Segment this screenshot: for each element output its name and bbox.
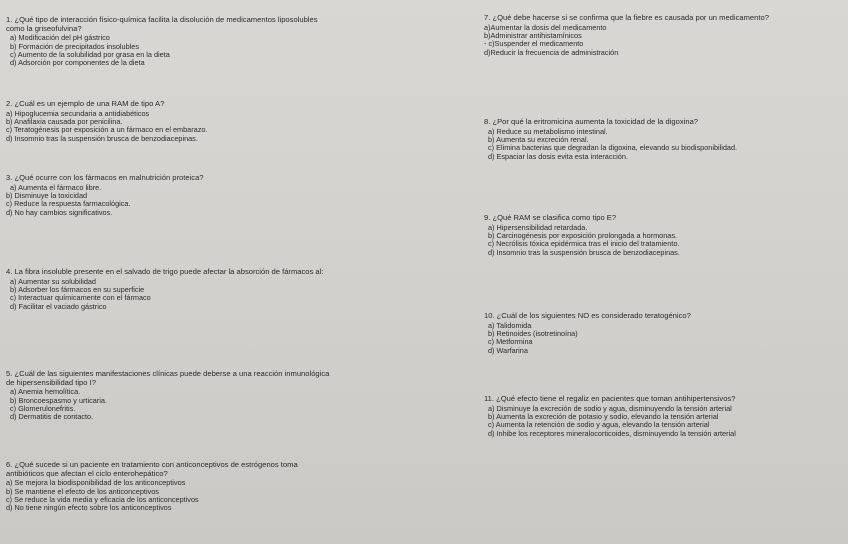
question-stem: 10. ¿Cuál de los siguientes NO es considerado teratogénico? — [484, 311, 691, 320]
answer-option: c) Reduce la respuesta farmacológica. — [6, 199, 131, 209]
question-stem: 8. ¿Por qué la eritromicina aumenta la toxicidad de la digoxina? — [484, 117, 699, 126]
answer-option: a) Disminuye la excreción de sodio y agua, disminuyendo la tensión arterial — [488, 403, 732, 413]
answer-option: b) Broncoespasmo y urticaria. — [10, 395, 107, 405]
answer-option: b) Se mantiene el efecto de los anticonceptivos — [6, 486, 159, 496]
question-4 — [6, 268, 336, 311]
question-stem: 11. ¿Qué efecto tiene el regaliz en pacientes que toman antihipertensivos? — [484, 394, 736, 403]
answer-option: b) Carcinogénesis por exposición prolongada a hormonas. — [488, 231, 678, 240]
question-5 — [6, 370, 336, 422]
answer-option: a) Aumentar su solubilidad — [10, 276, 96, 286]
answer-option: a) Modificación del pH gástrico — [10, 33, 110, 43]
answer-option: - c)Suspender el medicamento — [484, 39, 584, 49]
answer-option: d)Reducir la frecuencia de administración — [484, 47, 619, 57]
answer-option: c) Teratogénesis por exposición a un fármaco en el embarazo. — [6, 125, 208, 135]
question-7 — [484, 14, 829, 57]
answer-option: b) Disminuye la toxicidad — [6, 191, 88, 200]
answer-option: c) Necrólisis tóxica epidérmica tras el inicio del tratamiento. — [488, 239, 680, 249]
answer-option: b) Aumenta la excreción de potasio y sodio, elevando la tensión arterial — [488, 412, 719, 421]
answer-option: a) Talidomida — [488, 320, 532, 330]
answer-option: d) Dermatitis de contacto. — [10, 412, 94, 422]
answer-option: d) Inhibe los receptores mineralocorticoides, disminuyendo la tensión arterial — [488, 428, 736, 438]
answer-option: a) Aumenta el fármaco libre. — [10, 182, 102, 192]
question-stem: 6. ¿Qué sucede si un paciente en tratamiento con anticonceptivos de estrógenos toma antibióticos que afectan el ciclo enterohepático? — [6, 460, 298, 478]
answer-option: a)Aumentar la dosis del medicamento — [484, 22, 607, 32]
answer-option: c) Interactuar químicamente con el fármaco — [10, 293, 151, 303]
answer-option: c) Glomerulonefritis. — [10, 404, 76, 413]
answer-option: a) Reduce su metabolismo intestinal. — [488, 126, 608, 136]
question-stem: 1. ¿Qué tipo de interacción físico-química facilita la disolución de medicamentos liposolubles como la griseofulvina? — [6, 15, 318, 33]
question-9 — [484, 214, 829, 257]
answer-option: d) Espaciar las dosis evita esta interacción. — [488, 151, 628, 161]
answer-option: d) No tiene ningún efecto sobre los anticonceptivos — [6, 503, 172, 513]
answer-option: b) Retinoides (isotretinoína) — [488, 329, 578, 338]
question-stem: 2. ¿Cuál es un ejemplo de una RAM de tipo A? — [6, 99, 165, 108]
question-2 — [6, 100, 336, 143]
answer-option: a) Se mejora la biodisponibilidad de los anticonceptivos — [6, 478, 186, 488]
question-stem: 3. ¿Qué ocurre con los fármacos en malnutrición proteica? — [6, 173, 204, 182]
question-stem: 5. ¿Cuál de las siguientes manifestaciones clínicas puede deberse a una reacción inmunológica de hipersensibilidad tipo I? — [6, 369, 330, 387]
question-stem: 7. ¿Qué debe hacerse si se confirma que la fiebre es causada por un medicamento? — [484, 13, 769, 22]
answer-option: b) Aumenta su excreción renal. — [488, 135, 589, 144]
answer-option: d) Adsorción por componentes de la dieta — [10, 58, 145, 68]
answer-option: c) Metformina — [488, 337, 533, 347]
answer-option: d) Warfarina — [488, 345, 528, 355]
answer-option: c) Se reduce la vida media y eficacia de los anticonceptivos — [6, 495, 199, 504]
answer-option: d) Insomnio tras la suspensión brusca de benzodiacepinas. — [488, 247, 680, 257]
answer-option: c) Elimina bacterias que degradan la digoxina, elevando su biodisponibilidad. — [488, 143, 738, 153]
answer-option: a) Anemia hemolítica. — [10, 387, 81, 397]
answer-option: c) Aumento de la solubilidad por grasa en la dieta — [10, 50, 170, 59]
question-10 — [484, 312, 829, 355]
answer-option: a) Hipersensibilidad retardada. — [488, 222, 588, 232]
question-11 — [484, 395, 829, 438]
question-stem: 4. La fibra insoluble presente en el salvado de trigo puede afectar la absorción de fármacos al: — [6, 267, 324, 276]
question-stem: 9. ¿Qué RAM se clasifica como tipo E? — [484, 213, 617, 222]
answer-option: d) Insomnio tras la suspensión brusca de benzodiacepinas. — [6, 133, 198, 143]
question-6 — [6, 461, 336, 513]
answer-option: a) Hipoglucemia secundaria a antidiabéticos — [6, 108, 150, 118]
answer-option: b) Formación de precipitados insolubles — [10, 41, 139, 51]
answer-option: d) No hay cambios significativos. — [6, 207, 113, 217]
answer-option: c) Aumenta la retención de sodio y agua, elevando la tensión arterial — [488, 420, 710, 430]
answer-option: b) Anafilaxia causada por penicilina. — [6, 117, 123, 126]
question-1 — [6, 16, 336, 68]
question-3 — [6, 174, 336, 217]
question-8 — [484, 118, 829, 161]
answer-option: b) Adsorber los fármacos en su superficie — [10, 285, 145, 294]
answer-option: b)Administrar antihistamínicos — [484, 31, 582, 40]
answer-option: d) Facilitar el vaciado gástrico — [10, 301, 107, 311]
